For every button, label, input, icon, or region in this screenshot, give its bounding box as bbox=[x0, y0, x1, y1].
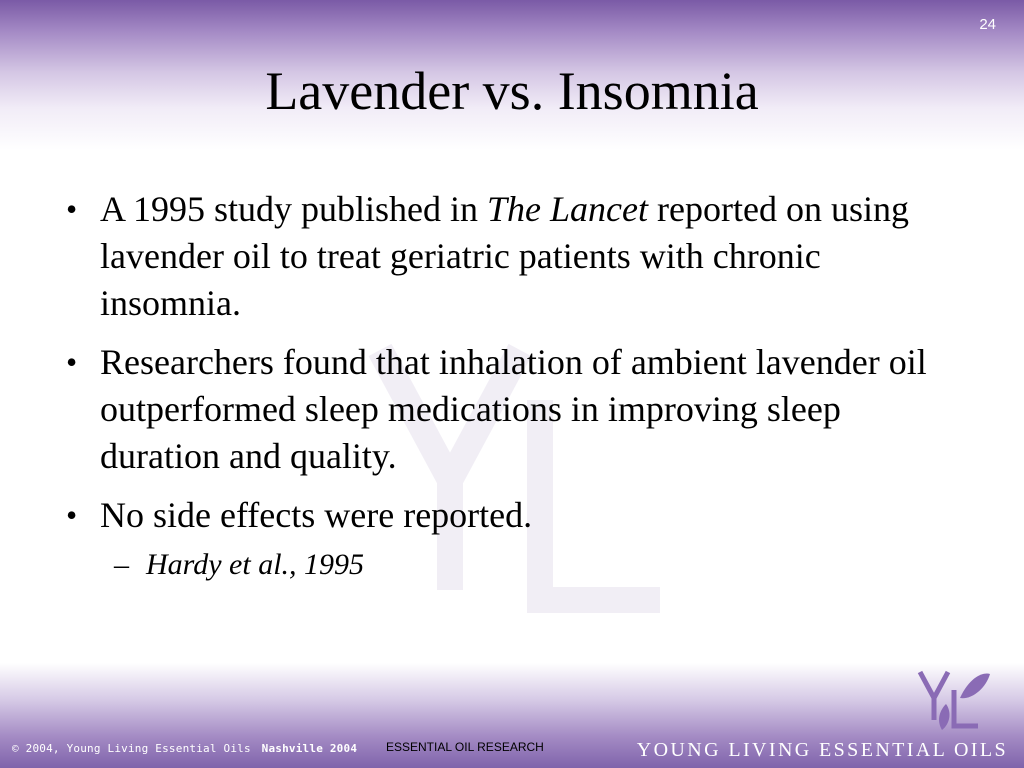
copyright-text: © 2004, Young Living Essential Oils bbox=[12, 742, 251, 755]
citation-text: Hardy et al., 1995 bbox=[146, 548, 365, 581]
sub-bullet-marker: – bbox=[114, 548, 129, 581]
bullet-list bbox=[62, 186, 962, 585]
bullet-text: Researchers found that inhalation of ambient lavender oil outperformed sleep medications in improving sleep duration and quality. bbox=[100, 342, 927, 476]
slide-title: Lavender vs. Insomnia bbox=[265, 61, 759, 121]
bullet-item bbox=[62, 339, 962, 480]
bullet-text: A 1995 study published in bbox=[100, 189, 488, 229]
bullet-text: No side effects were reported. bbox=[100, 495, 533, 535]
bullet-item bbox=[62, 492, 962, 539]
footer-brand: YOUNG LIVING ESSENTIAL OILS bbox=[636, 739, 1008, 761]
event-location: Nashville 2004 bbox=[261, 742, 358, 755]
citation-item bbox=[62, 545, 962, 585]
footer-section-label: ESSENTIAL OIL RESEARCH bbox=[386, 740, 544, 754]
young-living-logo-icon bbox=[914, 668, 996, 736]
bullet-marker: • bbox=[66, 191, 78, 227]
bullet-item bbox=[62, 186, 962, 327]
slide-number: 24 bbox=[979, 16, 996, 33]
bullet-marker: • bbox=[66, 497, 78, 533]
footer-copyright bbox=[12, 742, 357, 755]
journal-name: The Lancet bbox=[487, 189, 649, 229]
bullet-text: reported on using lavender oil to treat geriatric patients with chronic insomnia. bbox=[100, 189, 909, 323]
bullet-marker: • bbox=[66, 344, 78, 380]
